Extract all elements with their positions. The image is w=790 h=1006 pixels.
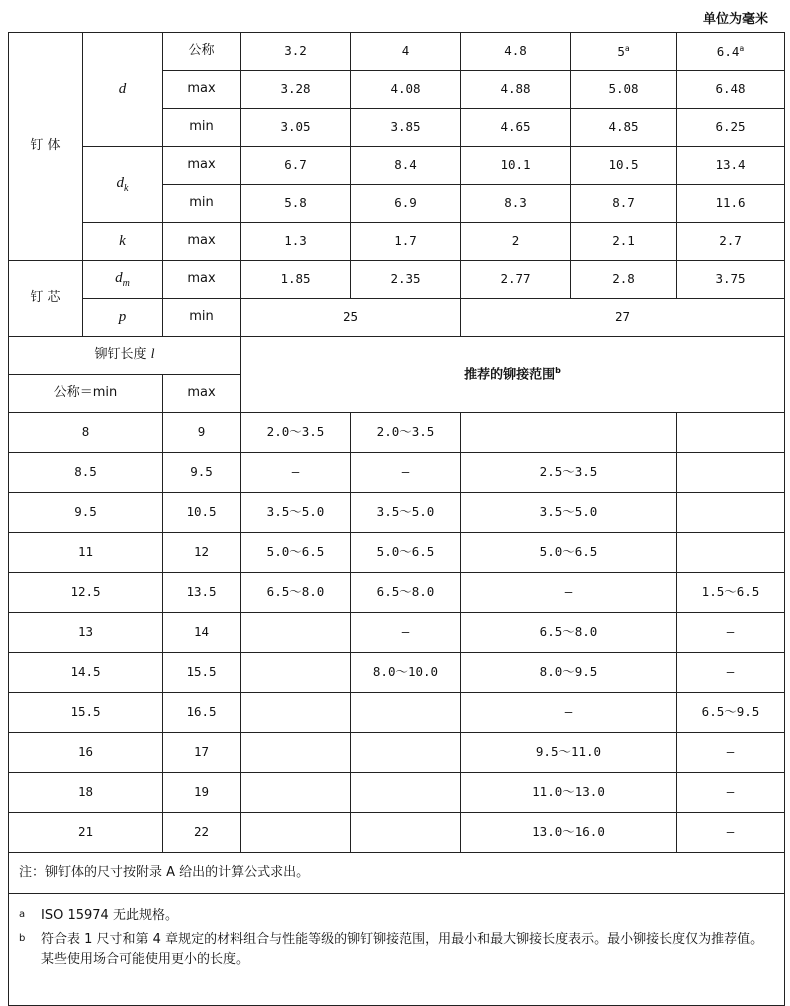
table-row [9,453,785,493]
size-5: 5$^a$ [571,33,677,71]
rivet-dimension-table [8,32,785,1006]
grip-cell: — [351,453,461,493]
unit-label: 单位为毫米 [702,12,768,27]
max-label: max [163,261,241,299]
grip-cell: — [461,693,677,733]
size-4: 4 [351,33,461,71]
group-body: 钉 体 [9,33,83,261]
len-max: 9.5 [163,453,241,493]
table-row [9,733,785,773]
grip-cell: — [677,813,785,853]
size-3-2: 3.2 [241,33,351,71]
min-label: min [163,299,241,337]
footnote-mark: b [19,933,26,945]
grip-cell [241,813,351,853]
grip-cell: 8.0～9.5 [461,653,677,693]
min-label: min [163,185,241,223]
max-label: max [163,147,241,185]
min-label: min [163,109,241,147]
grip-cell: 2.5～3.5 [461,453,677,493]
dm-max-row [9,261,785,299]
footnote-mark: a [19,909,26,920]
symbol-p: p [83,299,163,337]
len-max: 22 [163,813,241,853]
grip-cell: 6.5～9.5 [677,693,785,733]
grip-cell: — [677,613,785,653]
footnote-a [19,906,774,926]
cell: 5.8 [241,185,351,223]
cell: 13.4 [677,147,785,185]
cell: 2 [461,223,571,261]
group-mandrel: 钉 芯 [9,261,83,337]
grip-cell: 9.5～11.0 [461,733,677,773]
rivet-length-title: 铆钉长度 l [9,337,241,375]
table-row [9,813,785,853]
grip-cell: — [677,653,785,693]
cell: 5.08 [571,71,677,109]
grip-cell: 2.0～3.5 [241,413,351,453]
table-row [9,613,785,653]
cell: 2.77 [461,261,571,299]
len-max: 14 [163,613,241,653]
cell: 6.7 [241,147,351,185]
length-header-row [9,337,785,375]
grip-cell: — [677,733,785,773]
cell: 4.08 [351,71,461,109]
len-max: 13.5 [163,573,241,613]
len-nominal: 11 [9,533,163,573]
grip-cell [677,533,785,573]
cell: 3.28 [241,71,351,109]
grip-cell: 3.5～5.0 [351,493,461,533]
grip-cell [241,693,351,733]
grip-cell: 5.0～6.5 [241,533,351,573]
p-min-row [9,299,785,337]
grip-cell [241,653,351,693]
len-max: 9 [163,413,241,453]
grip-cell: 5.0～6.5 [461,533,677,573]
len-nominal: 12.5 [9,573,163,613]
footnote-mark-a: a [624,43,630,53]
grip-cell: 8.0～10.0 [351,653,461,693]
nominal-label: 公称 [163,33,241,71]
col-max: max [163,375,241,413]
cell: 4.85 [571,109,677,147]
cell: 1.3 [241,223,351,261]
cell: 10.1 [461,147,571,185]
grip-cell [677,413,785,453]
grip-cell: 6.5～8.0 [461,613,677,653]
cell: 3.05 [241,109,351,147]
footnote-b [19,930,774,970]
cell: 8.4 [351,147,461,185]
len-nominal: 14.5 [9,653,163,693]
dk-max-row [9,147,785,185]
cell: 2.1 [571,223,677,261]
col-nominal-min: 公称＝min [9,375,163,413]
table-note: 注：铆钉体的尺寸按附录 A 给出的计算公式求出。 [9,853,785,894]
symbol-dm: $d_m$ [83,261,163,299]
len-max: 17 [163,733,241,773]
grip-cell: — [461,573,677,613]
cell: 1.85 [241,261,351,299]
footnotes [9,894,785,1006]
grip-cell [677,453,785,493]
grip-cell [351,733,461,773]
table-row [9,573,785,613]
cell: 2.7 [677,223,785,261]
footnotes-row [9,894,785,1006]
table-row [9,773,785,813]
grip-cell [351,773,461,813]
cell: 2.35 [351,261,461,299]
grip-cell [241,733,351,773]
len-max: 15.5 [163,653,241,693]
table-row [9,493,785,533]
footnote-mark-a: a [739,43,745,53]
k-max-row [9,223,785,261]
len-max: 19 [163,773,241,813]
max-label: max [163,223,241,261]
len-nominal: 13 [9,613,163,653]
cell: 8.7 [571,185,677,223]
cell: 6.25 [677,109,785,147]
len-max: 16.5 [163,693,241,733]
cell: 11.6 [677,185,785,223]
grip-cell: 11.0～13.0 [461,773,677,813]
grip-cell [241,613,351,653]
grip-cell: 3.5～5.0 [461,493,677,533]
len-nominal: 18 [9,773,163,813]
table-row [9,413,785,453]
cell: 27 [461,299,785,337]
symbol-d: d [83,33,163,147]
len-nominal: 21 [9,813,163,853]
symbol-dk: $d_k$ [83,147,163,223]
cell: 4.65 [461,109,571,147]
cell: 4.88 [461,71,571,109]
len-nominal: 9.5 [9,493,163,533]
cell: 3.75 [677,261,785,299]
len-nominal: 15.5 [9,693,163,733]
grip-cell: — [677,773,785,813]
table-row [9,653,785,693]
cell: 6.48 [677,71,785,109]
len-nominal: 8.5 [9,453,163,493]
note-row [9,853,785,894]
grip-range-title: 推荐的铆接范围$^b$ [241,337,785,413]
grip-cell: 1.5～6.5 [677,573,785,613]
max-label: max [163,71,241,109]
cell: 25 [241,299,461,337]
grip-cell: 6.5～8.0 [351,573,461,613]
grip-cell: — [351,613,461,653]
grip-cell [461,413,677,453]
nominal-size-row [9,33,785,71]
size-4-8: 4.8 [461,33,571,71]
grip-cell [241,773,351,813]
footnote-text: 符合表 1 尺寸和第 4 章规定的材料组合与性能等级的铆钉铆接范围，用最小和最大铆接长度表示。最小铆接长度仅为推荐值。某些使用场合可能使用更小的长度。 [41,932,764,968]
cell: 1.7 [351,223,461,261]
grip-cell [677,493,785,533]
grip-cell: 2.0～3.5 [351,413,461,453]
table-row [9,693,785,733]
cell: 3.85 [351,109,461,147]
grip-cell [351,813,461,853]
size-6-4: 6.4$^a$ [677,33,785,71]
cell: 6.9 [351,185,461,223]
grip-cell: 3.5～5.0 [241,493,351,533]
cell: 10.5 [571,147,677,185]
len-nominal: 16 [9,733,163,773]
table-row [9,533,785,573]
grip-cell [351,693,461,733]
grip-cell: 6.5～8.0 [241,573,351,613]
grip-cell: 5.0～6.5 [351,533,461,573]
len-max: 10.5 [163,493,241,533]
symbol-k: k [83,223,163,261]
len-max: 12 [163,533,241,573]
cell: 2.8 [571,261,677,299]
grip-cell: — [241,453,351,493]
len-nominal: 8 [9,413,163,453]
footnote-text: ISO 15974 无此规格。 [41,908,178,923]
grip-cell: 13.0～16.0 [461,813,677,853]
cell: 8.3 [461,185,571,223]
